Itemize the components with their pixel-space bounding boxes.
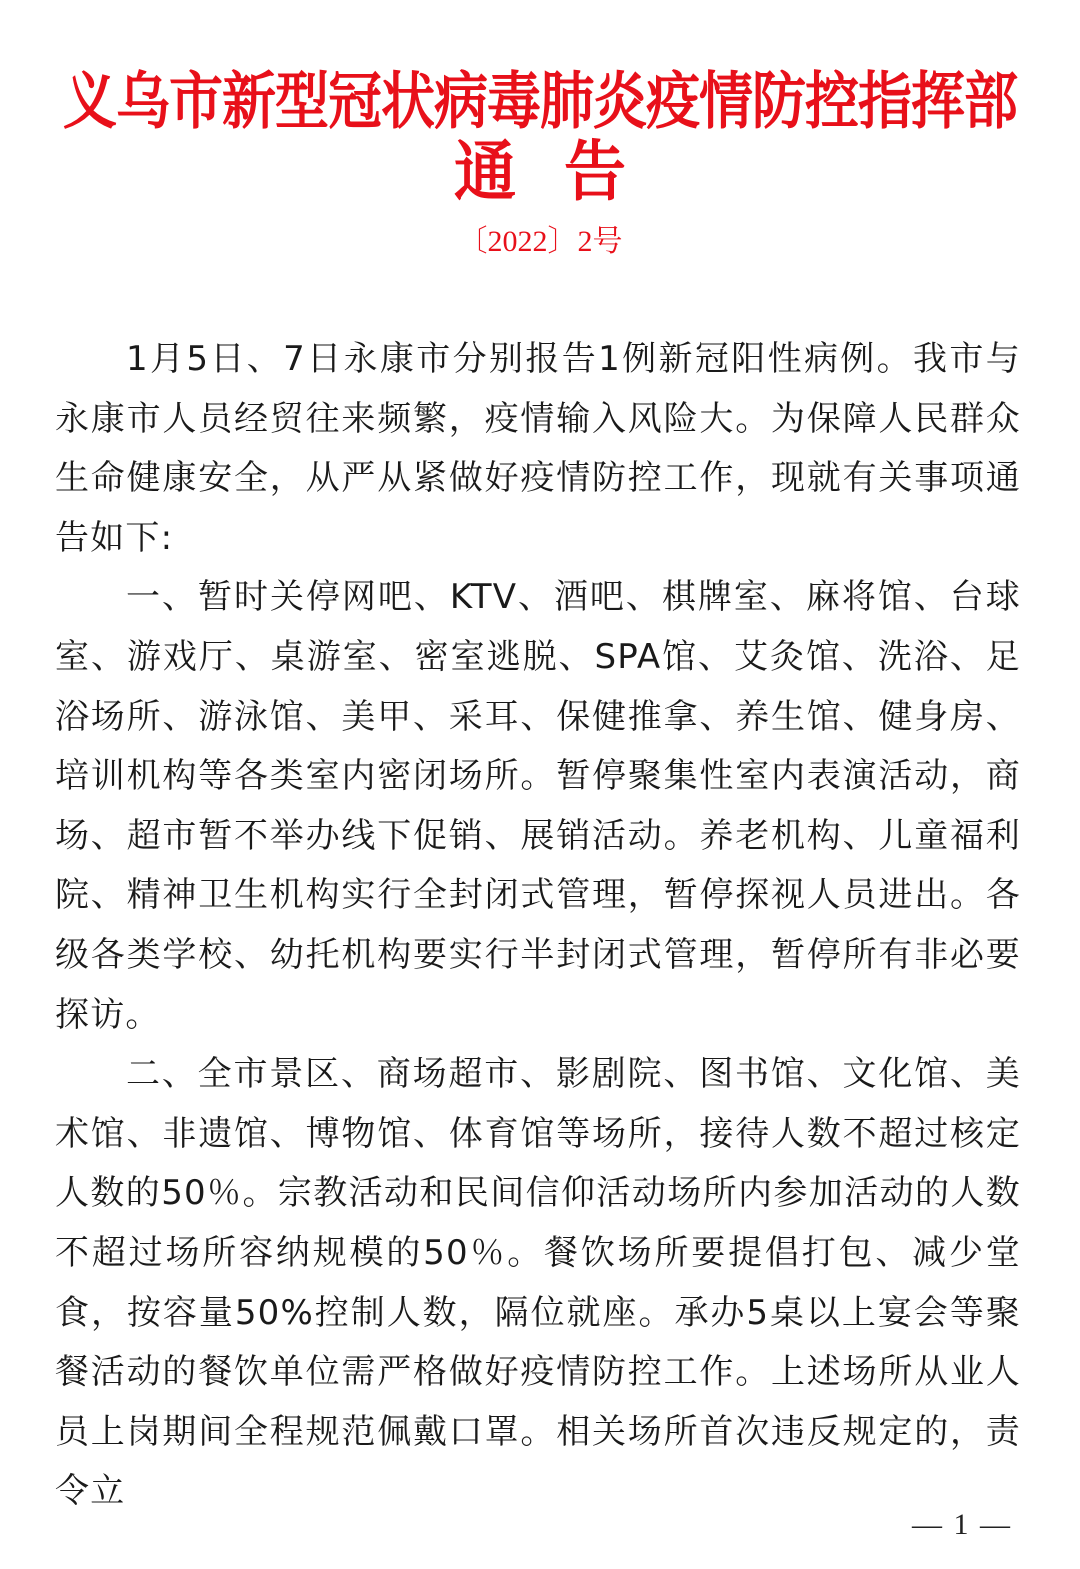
clause-two-paragraph: 二、全市景区、商场超市、影剧院、图书馆、文化馆、美术馆、非遗馆、博物馆、体育馆等场所，接待人数不超过核定人数的50％。宗教活动和民间信仰活动场所内参加活动的人数不超过场所容纳规模的50％。餐饮场所要提倡打包、减少堂食，按容量50%控制人数，隔位就座。承办5桌以上宴会等聚餐活动的餐饮单位需严格做好疫情防控工作。上述场所从业人员上岗期间全程规范佩戴口罩。相关场所首次违反规定的，责令立 [55,1054,1021,1512]
page-number: — 1 — [912,1508,1012,1541]
intro-paragraph: 1月5日、7日永康市分别报告1例新冠阳性病例。我市与永康市人员经贸往来频繁，疫情输入风险大。为保障人民群众生命健康安全，从严从紧做好疫情防控工作，现就有关事项通告如下: [55,339,1021,558]
document-body [55,330,1021,1522]
document-type-title: 通告 [453,133,674,210]
clause-one-paragraph: 一、暂时关停网吧、KTV、酒吧、棋牌室、麻将馆、台球室、游戏厅、桌游室、密室逃脱、SPA馆、艾灸馆、洗浴、足浴场所、游泳馆、美甲、采耳、保健推拿、养生馆、健身房、培训机构等各类室内密闭场所。暂停聚集性室内表演活动，商场、超市暂不举办线下促销、展销活动。养老机构、儿童福利院、精神卫生机构实行全封闭式管理，暂停探视人员进出。各级各类学校、幼托机构要实行半封闭式管理，暂停所有非必要探访。 [55,577,1021,1035]
document-number: 〔2022〕2号 [457,225,623,258]
issuer-title: 义乌市新型冠状病毒肺炎疫情防控指挥部 [63,64,1017,138]
